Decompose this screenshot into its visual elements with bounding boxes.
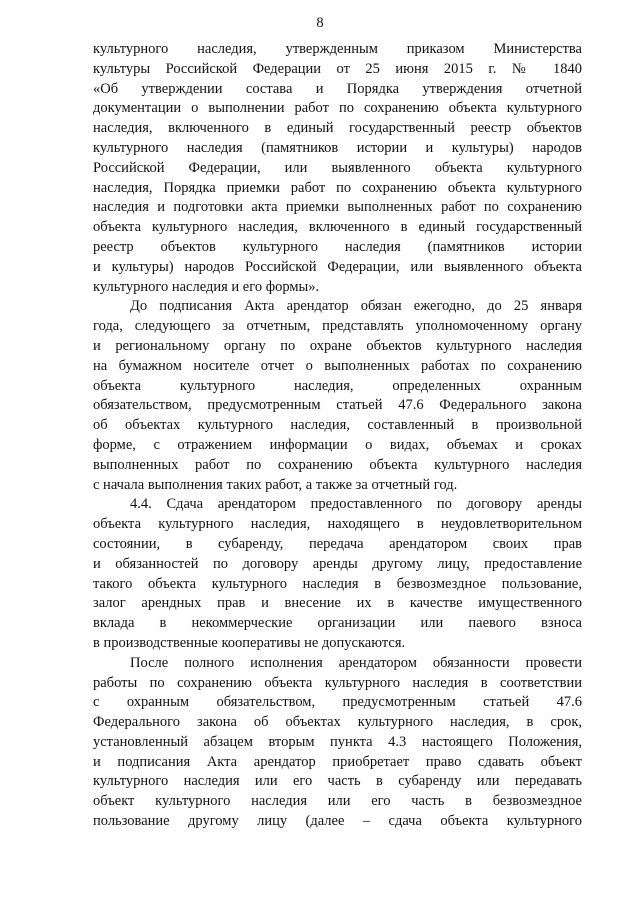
text-line: культурного наследия, утвержденным приказом Министерства xyxy=(93,41,582,57)
text-line: документации о выполнении работ по сохранению объекта культурного xyxy=(93,100,582,117)
text-line: наследия, включенного в единый государственный реестр объектов xyxy=(93,120,582,137)
text-line: культурного наследия (памятников истории и культуры) народов xyxy=(93,139,582,156)
text-line: После полного исполнения арендатором обязанности провести xyxy=(130,654,582,671)
text-line: форме, с отражением информации о видах, объемах и сроках xyxy=(93,436,582,453)
text-line: наследия и подготовки акта приемки выполненных работ по сохранению xyxy=(93,199,582,216)
text-line: культуры Российской Федерации от 25 июня 2015 г. № 1840 xyxy=(93,60,582,77)
text-line: установленный абзацем вторым пункта 4.3 настоящего Положения, xyxy=(93,733,582,750)
text-line: такого объекта культурного наследия в безвозмездное пользование, xyxy=(93,575,582,592)
paragraph-p4 xyxy=(93,654,582,832)
text-line: объекта культурного наследия, находящего в неудовлетворительном xyxy=(93,516,582,533)
text-line: с начала выполнения таких работ, а также за отчетный год. xyxy=(93,476,458,493)
text-line: в производственные кооперативы не допускаются. xyxy=(93,634,406,651)
text-line: и подписания Акта арендатор приобретает право сдавать объект xyxy=(93,753,582,770)
text-line: пользование другому лицу (далее – сдача объекта культурного xyxy=(93,813,582,830)
text-line: Федерального закона об объектах культурного наследия, в срок, xyxy=(93,714,582,731)
paragraph-p3 xyxy=(93,495,582,653)
text-line: года, следующего за отчетным, представлять уполномоченному органу xyxy=(93,318,582,335)
text-line: «Об утверждении состава и Порядка утверждения отчетной xyxy=(93,80,582,97)
text-line: Российской Федерации, или выявленного объекта культурного xyxy=(93,159,582,176)
page-number: 8 xyxy=(316,15,324,31)
text-line: залог арендных прав и внесение их в качестве имущественного xyxy=(93,595,582,612)
text-line: состоянии, в субаренду, передача арендатором своих прав xyxy=(93,535,582,552)
text-line: До подписания Акта арендатор обязан ежегодно, до 25 января xyxy=(130,298,582,315)
text-line: обязательством, предусмотренным статьей 47.6 Федерального закона xyxy=(93,397,582,414)
text-line: реестр объектов культурного наследия (памятников истории xyxy=(93,238,582,255)
text-line: об объектах культурного наследия, составленный в произвольной xyxy=(93,417,582,434)
text-line: культурного наследия и его формы». xyxy=(93,278,320,295)
text-line: объекта культурного наследия, определенных охранным xyxy=(93,377,582,394)
text-line: и обязанностей по договору аренды другому лицу, предоставление xyxy=(93,555,582,572)
text-line: наследия, Порядка приемки работ по сохранению объекта культурного xyxy=(93,179,582,196)
text-line: работы по сохранению объекта культурного наследия в соответствии xyxy=(93,674,582,691)
text-line: культурного наследия или его часть в субаренду или передавать xyxy=(93,773,582,790)
paragraph-p1 xyxy=(93,40,582,297)
text-line: на бумажном носителе отчет о выполненных работах по сохранению xyxy=(93,357,582,374)
paragraph-p2 xyxy=(93,297,582,495)
text-line: вклада в некоммерческие организации или паевого взноса xyxy=(93,615,582,632)
document-body xyxy=(93,40,582,832)
text-line: с охранным обязательством, предусмотренным статьей 47.6 xyxy=(93,694,582,711)
text-line: выполненных работ по сохранению объекта культурного наследия xyxy=(93,456,582,473)
text-line: и культуры) народов Российской Федерации, или выявленного объекта xyxy=(93,258,582,275)
text-line: 4.4. Сдача арендатором предоставленного по договору аренды xyxy=(130,496,582,513)
text-line: и региональному органу по охране объектов культурного наследия xyxy=(93,337,582,354)
text-line: объект культурного наследия или его часть в безвозмездное xyxy=(93,793,582,810)
text-line: объекта культурного наследия, включенного в единый государственный xyxy=(93,219,582,236)
